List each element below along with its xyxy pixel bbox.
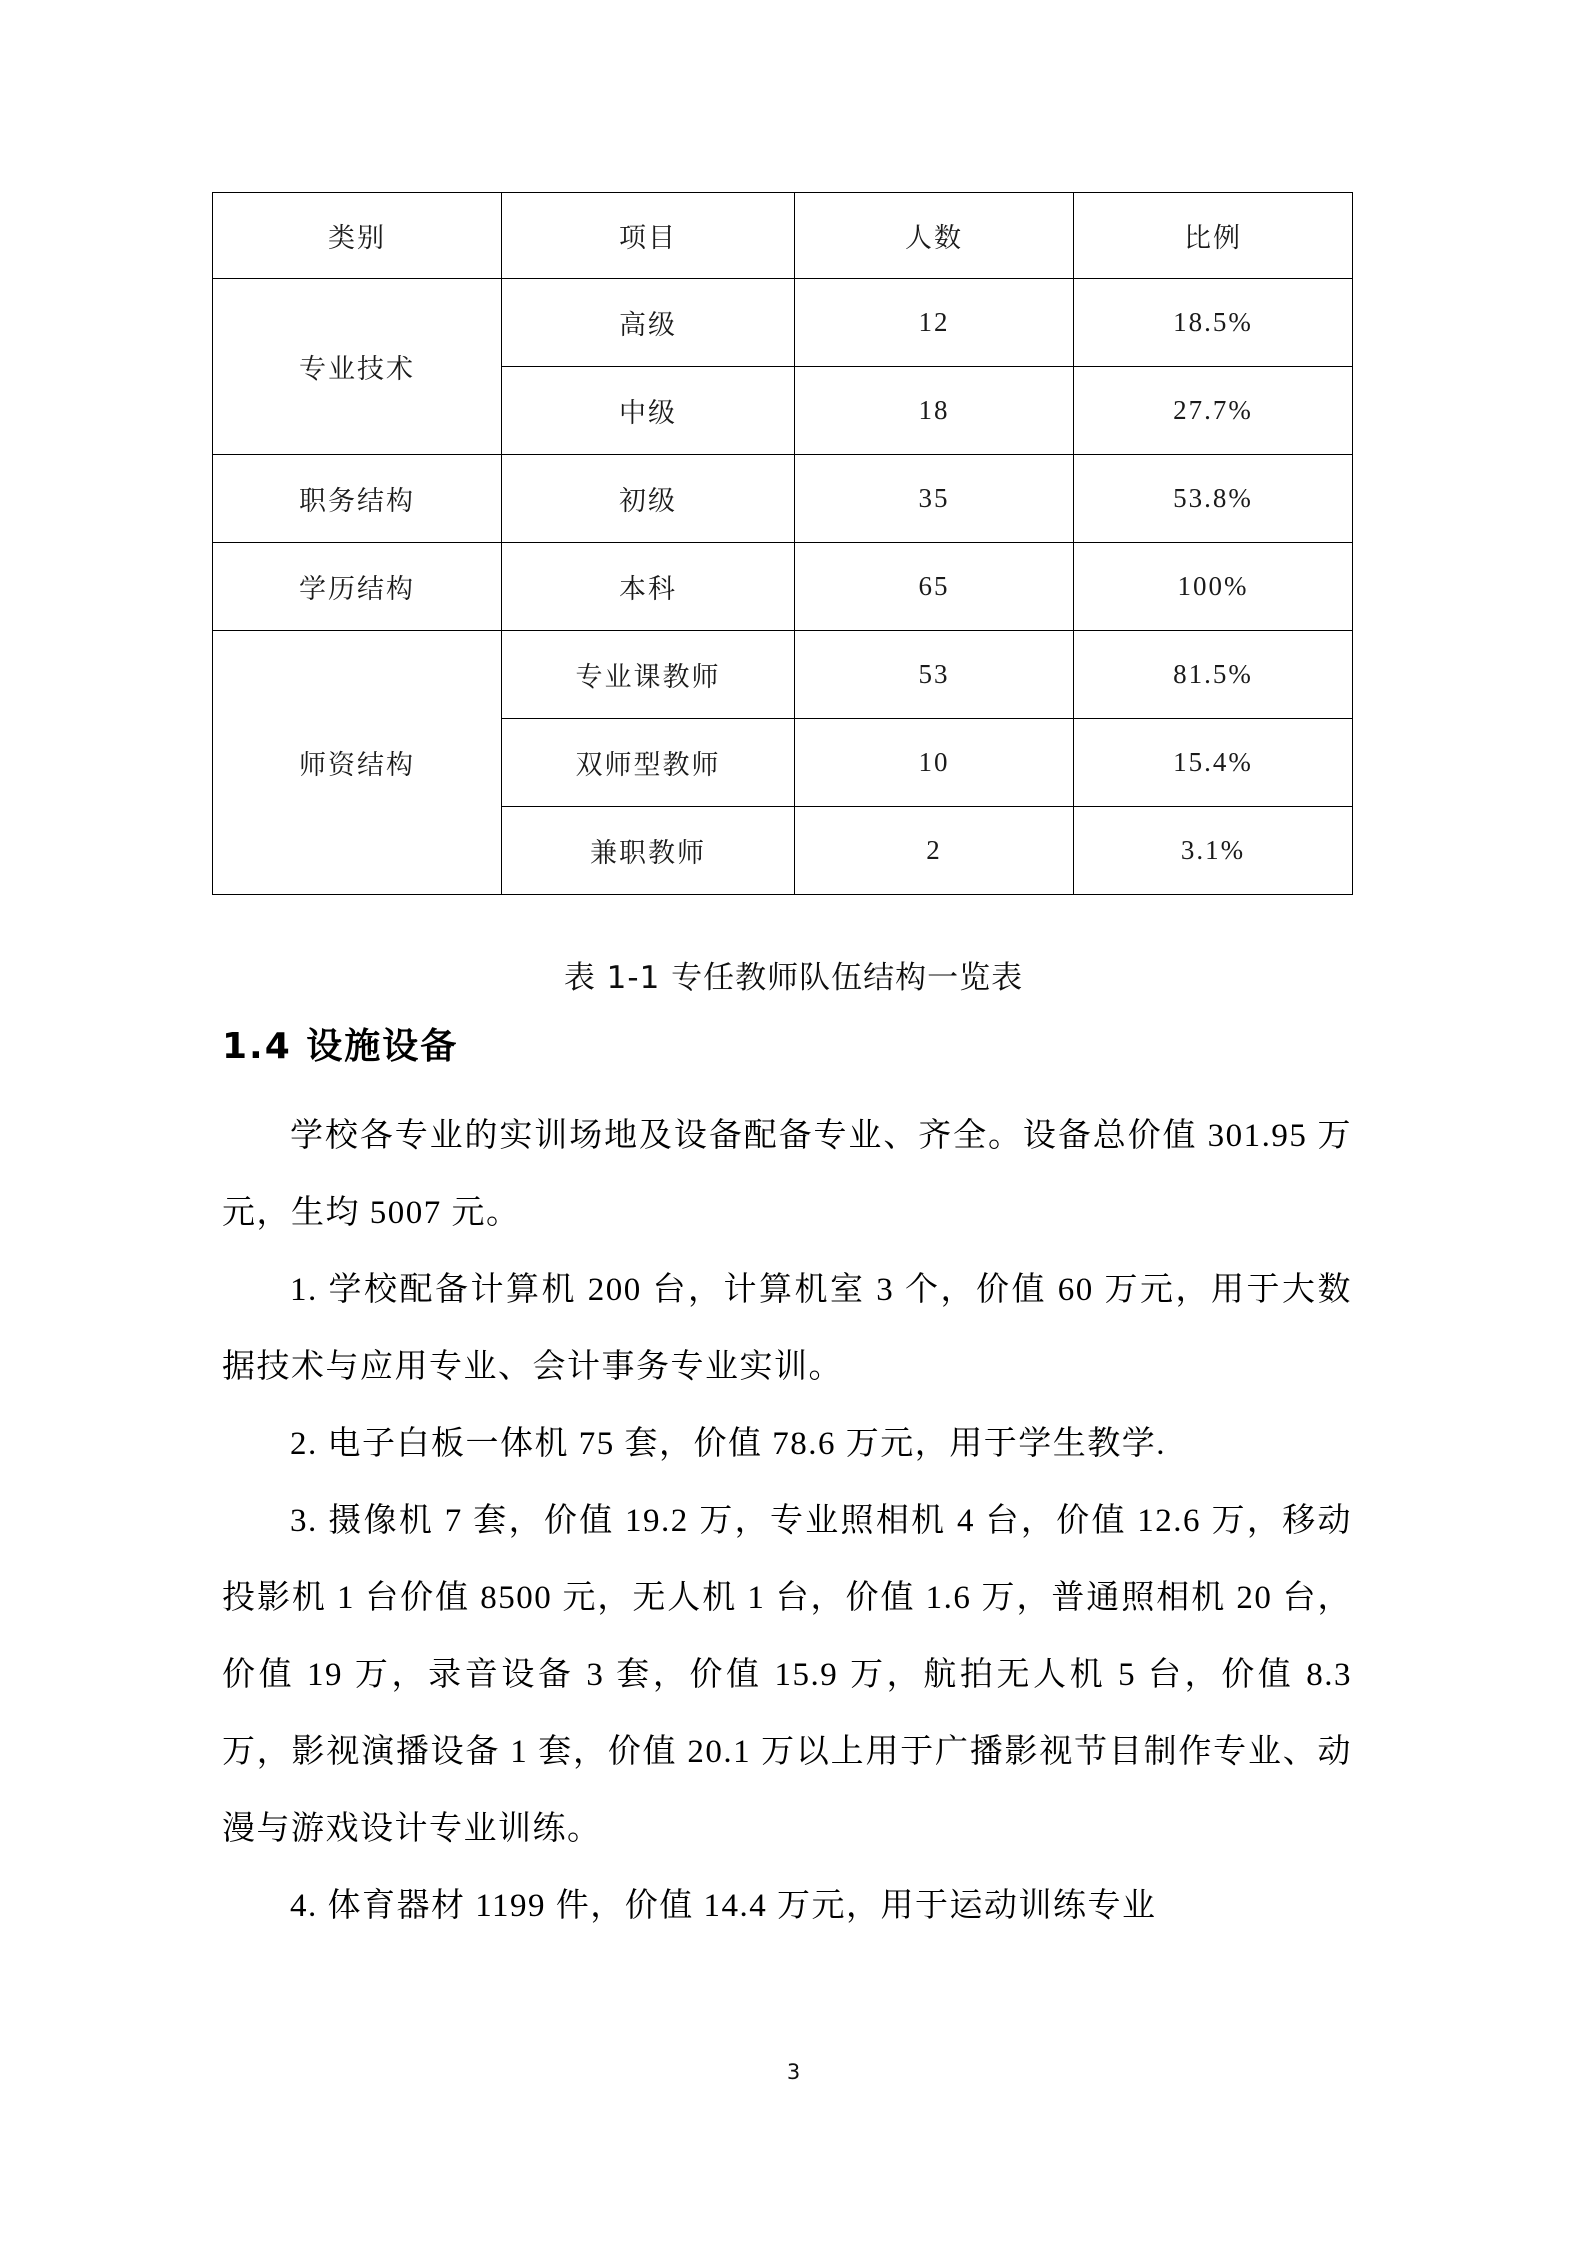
table-cell-category: 学历结构: [213, 543, 502, 631]
table-header-row: [213, 193, 1353, 279]
table-cell-item: 初级: [502, 455, 795, 543]
table-cell-percent: 27.7%: [1074, 367, 1353, 455]
table-cell-item: 本科: [502, 543, 795, 631]
table-cell-percent: 3.1%: [1074, 807, 1353, 895]
table-cell-count: 2: [795, 807, 1074, 895]
table-header-percent: 比例: [1074, 193, 1353, 279]
table-header-count: 人数: [795, 193, 1074, 279]
paragraph-item-3: 3. 摄像机 7 套，价值 19.2 万，专业照相机 4 台，价值 12.6 万，移动投影机 1 台价值 8500 元，无人机 1 台，价值 1.6 万，普通照相机 20 台，价值 19 万，录音设备 3 套，价值 15.9 万，航拍无人机 5 台，价值 8.3 万，影视演播设备 1 套，价值 20.1 万以上用于广播影视节目制作专业、动漫与游戏设计专业训练。: [222, 1503, 1352, 1847]
table-row: [213, 455, 1353, 543]
table-caption: 表 1-1 专任教师队伍结构一览表: [563, 960, 1024, 996]
table-cell-item: 兼职教师: [502, 807, 795, 895]
section-heading: 1.4 设施设备: [222, 1026, 459, 1067]
table-row: [213, 279, 1353, 367]
table-cell-category: 专业技术: [213, 279, 502, 455]
table-cell-category: 师资结构: [213, 631, 502, 895]
table-cell-count: 10: [795, 719, 1074, 807]
page-number: 3: [786, 2060, 801, 2084]
table-cell-count: 35: [795, 455, 1074, 543]
table-cell-item: 双师型教师: [502, 719, 795, 807]
paragraph-item-2: 2. 电子白板一体机 75 套，价值 78.6 万元，用于学生教学.: [290, 1426, 1166, 1462]
paragraph-item-1: 1. 学校配备计算机 200 台，计算机室 3 个，价值 60 万元，用于大数据技术与应用专业、会计事务专业实训。: [222, 1272, 1352, 1385]
table-cell-percent: 18.5%: [1074, 279, 1353, 367]
table-row: [213, 543, 1353, 631]
table-cell-count: 12: [795, 279, 1074, 367]
table-header-item: 项目: [502, 193, 795, 279]
paragraph-intro: 学校各专业的实训场地及设备配备专业、齐全。设备总价值 301.95 万元，生均 5007 元。: [222, 1118, 1352, 1231]
table-cell-percent: 81.5%: [1074, 631, 1353, 719]
table-cell-count: 65: [795, 543, 1074, 631]
teacher-structure-table-wrapper: [212, 192, 1348, 895]
table-cell-category: 职务结构: [213, 455, 502, 543]
teacher-structure-table: [212, 192, 1353, 895]
table-cell-percent: 100%: [1074, 543, 1353, 631]
table-row: [213, 631, 1353, 719]
table-cell-item: 高级: [502, 279, 795, 367]
table-cell-item: 专业课教师: [502, 631, 795, 719]
paragraph-item-4: 4. 体育器材 1199 件，价值 14.4 万元，用于运动训练专业: [290, 1888, 1157, 1924]
table-cell-percent: 53.8%: [1074, 455, 1353, 543]
table-cell-item: 中级: [502, 367, 795, 455]
table-cell-percent: 15.4%: [1074, 719, 1353, 807]
table-header-category: 类别: [213, 193, 502, 279]
table-cell-count: 53: [795, 631, 1074, 719]
table-cell-count: 18: [795, 367, 1074, 455]
section-body: [222, 1098, 1352, 1945]
